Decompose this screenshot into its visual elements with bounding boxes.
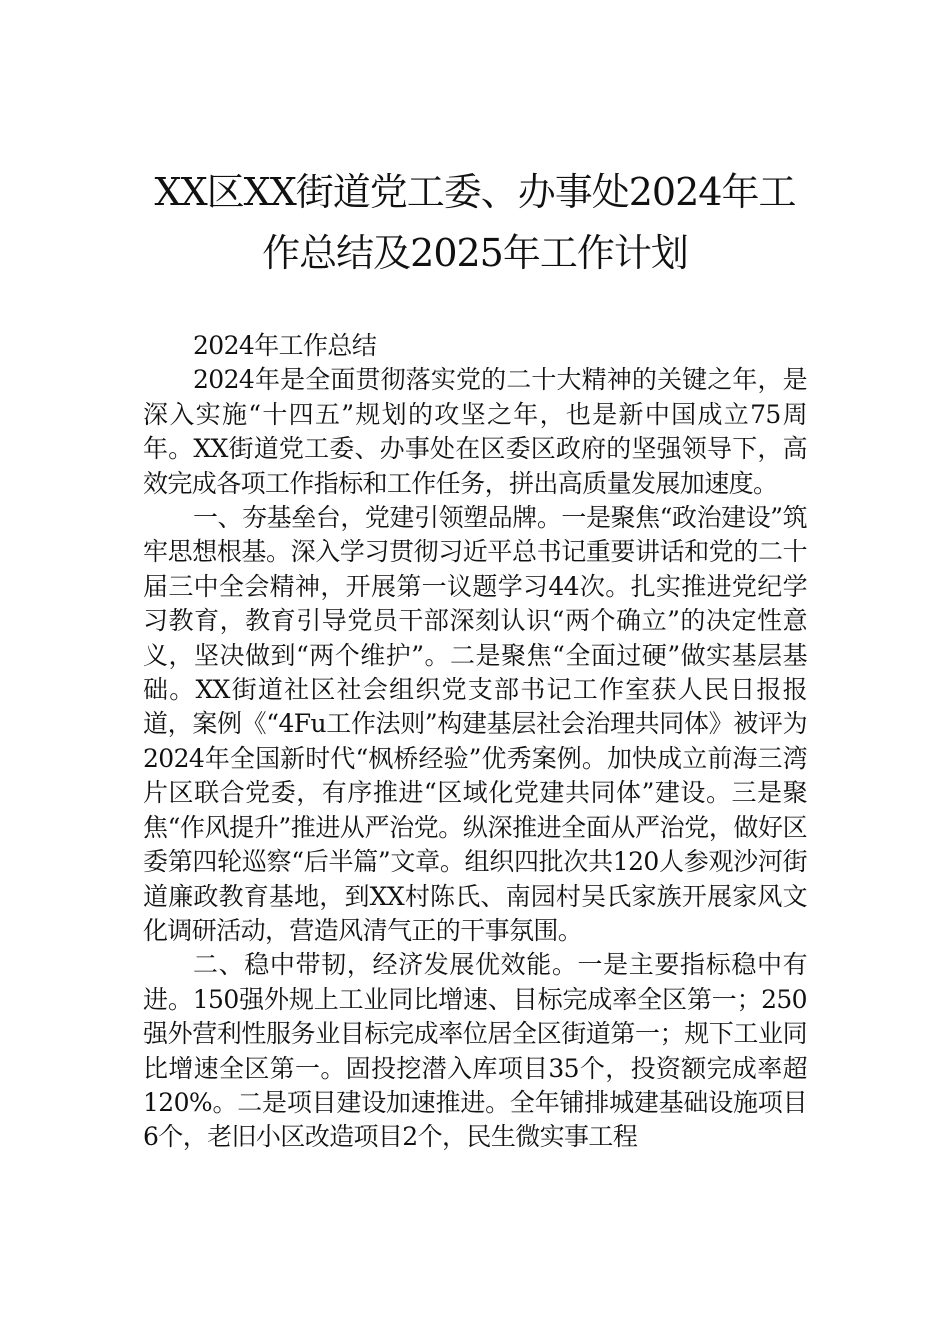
paragraph-party-building: 一、夯基垒台，党建引领塑品牌。一是聚焦“政治建设”筑牢思想根基。深入学习贯彻习近平总书记重要讲话和党的二十届三中全会精神，开展第一议题学习44次。扎实推进党纪学习教育，教育引导党员干部深刻认识“两个确立”的决定性意义，坚决做到“两个维护”。二是聚焦“全面过硬”做实基层基础。XX街道社区社会组织党支部书记工作室获人民日报报道，案例《“4Fu工作法则”构建基层社会治理共同体》被评为2024年全国新时代“枫桥经验”优秀案例。加快成立前海三湾片区联合党委，有序推进“区域化党建共同体”建设。三是聚焦“作风提升”推进从严治党。纵深推进全面从严治党，做好区委第四轮巡察“后半篇”文章。组织四批次共120人参观沙河街道廉政教育基地，到XX村陈氏、南园村吴氏家族开展家风文化调研活动，营造风清气正的干事氛围。 [143,503,807,945]
title-line-2: 作总结及2025年工作计划 [262,231,688,275]
paragraph-economy: 二、稳中带韧，经济发展优效能。一是主要指标稳中有进。150强外规上工业同比增速、目标完成率全区第一；250强外营利性服务业目标完成率位居全区街道第一；规下工业同比增速全区第一。固投挖潜入库项目35个，投资额完成率超120%。二是项目建设加速推进。全年铺排城建基础设施项目6个，老旧小区改造项目2个，民生微实事工程 [143,950,807,1152]
document-title [140,162,810,284]
document-body [143,329,807,1155]
section-heading: 2024年工作总结 [193,331,377,360]
paragraph-intro: 2024年是全面贯彻落实党的二十大精神的关键之年，是深入实施“十四五”规划的攻坚之年，也是新中国成立75周年。XX街道党工委、办事处在区委区政府的坚强领导下，高效完成各项工作指标和工作任务，拼出高质量发展加速度。 [143,365,807,498]
title-line-1: XX区XX街道党工委、办事处2024年工 [154,170,796,214]
